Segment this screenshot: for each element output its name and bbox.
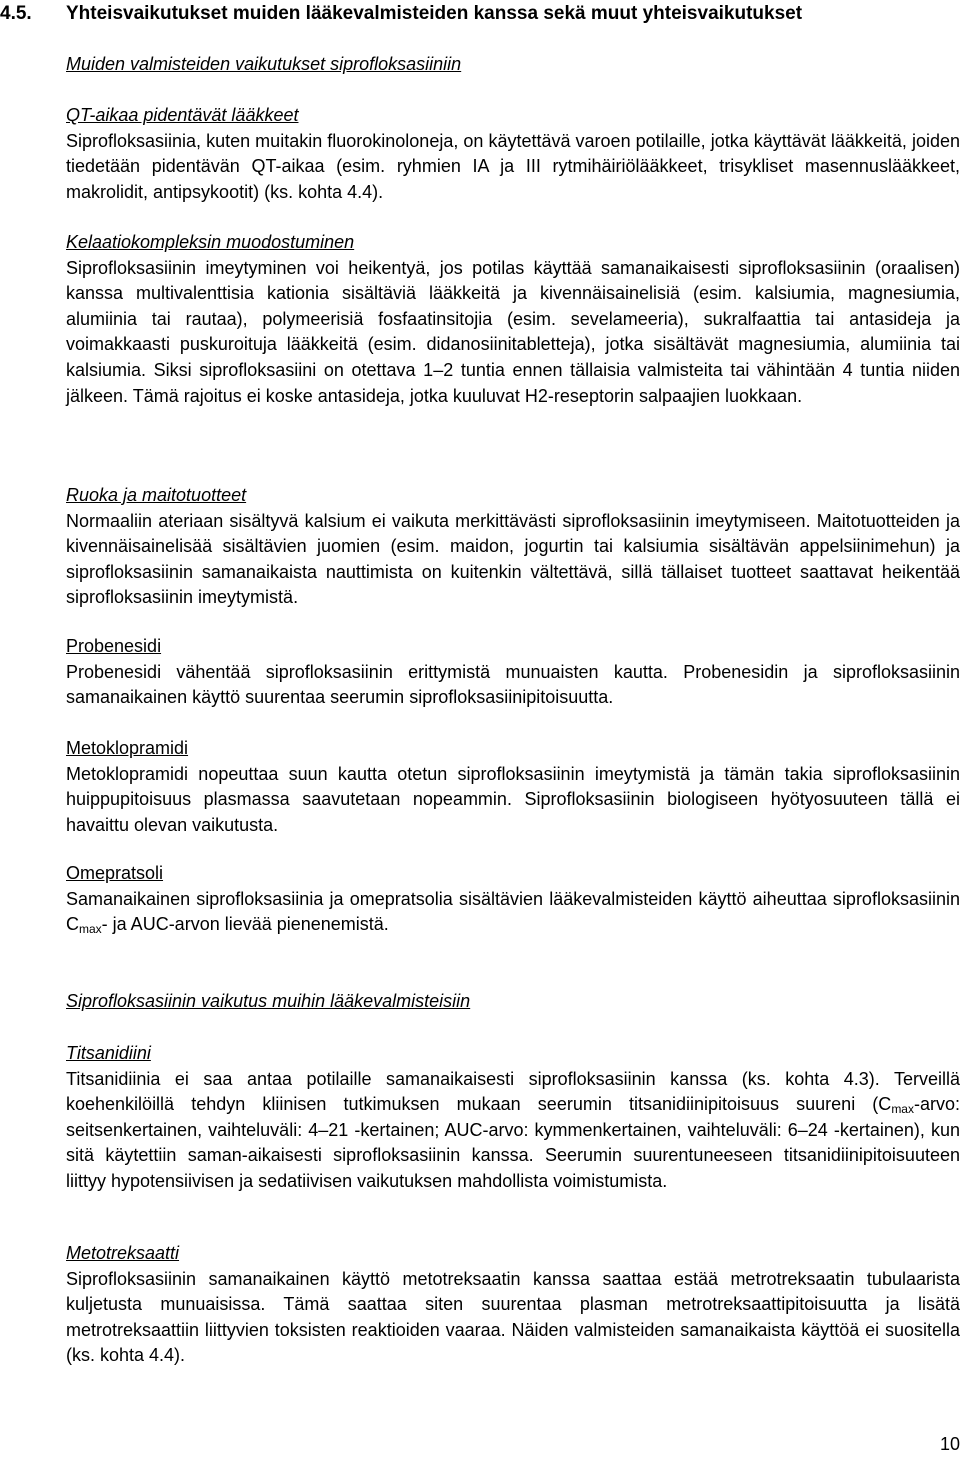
tizanidine-text-a: Titsanidiinia ei saa antaa potilaille samanaikaisesti siprofloksasiinin kanssa (ks. kohta 4.3). Terveillä koehenkilöillä tehdyn kliinisen tutkimuksen mukaan seerumin titsanidiinipitoisuus suureni (C [66, 1068, 960, 1115]
section-title: Yhteisvaikutukset muiden lääkevalmisteiden kanssa sekä muut yhteisvaikutukset [66, 3, 803, 24]
tizanidine-text-b: -arvo: seitsenkertainen, vaihteluväli: 4–21 -kertainen; AUC-arvo: kymmenkertainen, vaihteluväli: 6–24 -kertainen), kun sitä käytettiin saman-aikaisesti siprofloksasiinin kanssa. Seerumin suurentuneeseen titsanidiinipitoisuuteen liittyy hypotensiivisen ja sedatiivisen vaikutuksen mahdollista voimistumista. [66, 1094, 960, 1191]
omeprazole-section [66, 861, 960, 938]
tizanidine-heading: Titsanidiini [66, 1043, 151, 1063]
chelate-paragraph: Siprofloksasiinin imeytyminen voi heikentyä, jos potilas käyttää samanaikaisesti siprofloksasiinin (oraalisen) kanssa multivalenttisia kationia sisältäviä lääkkeitä ja kivennäisainelisiä (esim. kalsiumia, magnesiumia, alumiinia tai rautaa), polymeerisiä fosfaatinsitojia (esim. sevelameeria), sukralfaattia tai antasideja ja voimakkaasti puskuroituja lääkkeitä (esim. didanosiinitabletteja), jotka sisältävät magnesiumia, alumiinia tai kalsiumia. Siksi siprofloksasiini on otettava 1–2 tuntia ennen tällaisia valmisteita tai vähintään 4 tuntia niiden jälkeen. Tämä rajoitus ei koske antasideja, jotka kuuluvat H2-reseptorin salpaajien luokkaan. [66, 257, 960, 406]
methotrexate-heading: Metotreksaatti [66, 1243, 180, 1263]
heading-text: Muiden valmisteiden vaikutukset siprofloksasiiniin [66, 54, 462, 74]
page-number: 10 [939, 1434, 960, 1454]
heading-text: Siprofloksasiinin vaikutus muihin lääkevalmisteisiin [66, 991, 471, 1011]
metoclopramide-heading: Metoklopramidi [66, 738, 189, 758]
omeprazole-paragraph [66, 887, 960, 938]
qt-heading: QT-aikaa pidentävät lääkkeet [66, 105, 299, 125]
omeprazole-text-b: - ja AUC-arvon lievää pienenemistä. [101, 914, 389, 935]
cmax-subscript: max [891, 1102, 914, 1117]
tizanidine-section [66, 1041, 960, 1195]
chelate-heading: Kelaatiokompleksin muodostuminen [66, 232, 355, 252]
chelate-section [66, 230, 960, 409]
cmax-subscript: max [79, 922, 102, 937]
methotrexate-paragraph: Siprofloksasiinin samanaikainen käyttö metotreksaatin kanssa saattaa estää metrotreksaatin tubulaarista kuljetusta munuaisissa. Tämä saattaa siten suurentaa plasman metrotreksaattipitoisuutta ja lisätä metrotreksaattiin liittyvien toksisten reaktioiden vaaraa. Näiden valmisteiden samanaikaista käyttöä ei suositella (ks. kohta 4.4). [66, 1268, 960, 1366]
metoclopramide-section [66, 736, 960, 838]
probenecid-section [66, 634, 960, 711]
probenecid-paragraph: Probenesidi vähentää siprofloksasiinin erittymistä munuaisten kautta. Probenesidin ja siprofloksasiinin samanaikainen käyttö suurentaa seerumin siprofloksasiinipitoisuutta. [66, 661, 960, 708]
food-paragraph: Normaaliin ateriaan sisältyvä kalsium ei vaikuta merkittävästi siprofloksasiinin imeytymiseen. Maitotuotteiden ja kivennäisainelisää sisältävien juomien (esim. maidon, jogurtin tai kalsiumia sisältävän appelsiinimehun) ja siprofloksasiinin samanaikaista nauttimista on kuitenkin vältettävä, sillä tällaiset tuotteet saattavat heikentää siprofloksasiinin imeytymistä. [66, 510, 960, 608]
omeprazole-heading: Omepratsoli [66, 863, 164, 883]
metoclopramide-paragraph: Metoklopramidi nopeuttaa suun kautta otetun siprofloksasiinin imeytymistä ja tämän takia siprofloksasiinin huippupitoisuus plasmassa saavutetaan nopeammin. Siprofloksasiinin biologiseen hyötyosuuteen tällä ei havaittu olevan vaikutusta. [66, 763, 960, 835]
subsection-heading-effect-on-others [66, 989, 960, 1015]
probenecid-heading: Probenesidi [66, 636, 162, 656]
qt-section [66, 103, 960, 205]
food-section [66, 483, 960, 611]
section-number: 4.5. [0, 3, 32, 24]
subsection-heading-other-drugs [66, 52, 960, 78]
omeprazole-text-a: Samanaikainen siprofloksasiinia ja omepratsolia sisältävien lääkevalmisteiden käyttö aiheuttaa siprofloksasiinin C [66, 888, 960, 935]
food-heading: Ruoka ja maitotuotteet [66, 485, 247, 505]
methotrexate-section [66, 1241, 960, 1369]
tizanidine-paragraph [66, 1067, 960, 1195]
qt-paragraph: Siprofloksasiinia, kuten muitakin fluorokinoloneja, on käytettävä varoen potilaille, jotka käyttävät lääkkeitä, joiden tiedetään pidentävän QT-aikaa (esim. ryhmien IA ja III rytmihäiriölääkkeet, trisykliset masennuslääkkeet, makrolidit, antipsykootit) (ks. kohta 4.4). [66, 130, 960, 202]
